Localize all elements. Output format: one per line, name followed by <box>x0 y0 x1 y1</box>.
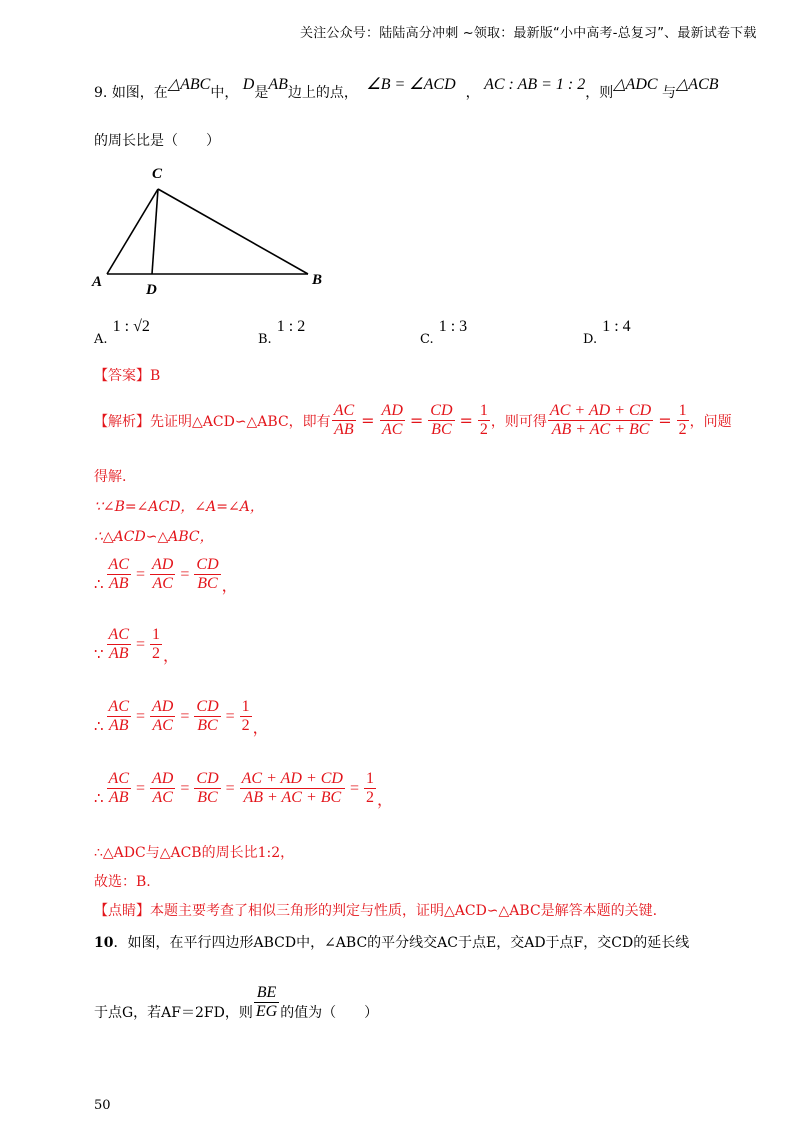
q9-stem-line2: 的周长比是（ ） <box>94 133 220 149</box>
fraction: $\frac{AD}{AC}$ <box>152 698 174 734</box>
comment-tag: 【点睛】 <box>94 903 150 919</box>
conclusion: ∴△ADC与△ACB的周长比1:2， <box>94 845 295 861</box>
triangle-figure <box>90 160 340 300</box>
q9-stem-line1: 9. 如图，在△ABC中， D是AB边上的点， ∠B = ∠ACD ， AC : AB = 1 : 2，则△ADC 与△ACB <box>94 76 719 101</box>
label-d: D <box>146 282 157 298</box>
option-a: $_{A.}$ 1 : √2 <box>94 318 150 347</box>
tri-abc: △ABC <box>167 76 211 93</box>
label-c: C <box>152 166 163 182</box>
answer-value: B <box>150 368 161 384</box>
label-a: A <box>92 274 103 290</box>
fraction: $\frac{AC + AD + CD}{AB + AC + BC}$ <box>549 402 652 438</box>
fraction-be-eg: $\frac{BE}{EG}$ <box>255 984 278 1020</box>
fraction: $\frac{AC}{AB}$ <box>333 402 355 438</box>
step-2: ∴△ACD∽△ABC， <box>94 529 214 545</box>
angle-condition: ∠B = ∠ACD <box>366 76 456 93</box>
fraction: $\frac{1}{2}$ <box>366 770 374 806</box>
edge-cd <box>152 189 158 274</box>
step-1: ∵∠B=∠ACD，∠A=∠A， <box>94 499 264 515</box>
fraction: $\frac{1}{2}$ <box>152 626 161 662</box>
page-number: 50 <box>94 1098 111 1113</box>
ratio-condition: AC : AB = 1 : 2 <box>484 76 586 93</box>
fraction: $\frac{1}{2}$ <box>678 402 687 438</box>
option-d: $_{D.}$ 1 : 4 <box>583 318 631 347</box>
analysis-line1: 【解析】 先证明△ACD∽△ABC，即有 $\frac{AC}{AB}$ = $\frac{AD}{AC}$ = $\frac{CD}{BC}$ = $\frac{1}{2}$ ，则可得 $\frac{AC + AD + CD}{AB + AC + BC}$ = $\frac{1}{2}$ ，问题 <box>94 402 732 438</box>
answer-line <box>94 365 160 387</box>
analysis-line2: 得解. <box>94 469 127 485</box>
answer-tag: 【答案】 <box>94 368 150 384</box>
step-4: ∵ $\frac{AC}{AB}$ = $\frac{1}{2}$ ， <box>94 626 180 665</box>
edge-ca <box>107 189 158 274</box>
comment-line: 【点睛】本题主要考查了相似三角形的判定与性质，证明△ACD∽△ABC是解答本题的关键. <box>94 903 658 919</box>
fraction: $\frac{AD}{AC}$ <box>381 402 403 438</box>
fraction: $\frac{CD}{BC}$ <box>430 402 453 438</box>
step-5: ∴ $\frac{AC}{AB}$ = $\frac{AD}{AC}$ = $\frac{CD}{BC}$ = $\frac{1}{2}$ ， <box>94 698 269 737</box>
fraction: $\frac{AC}{AB}$ <box>108 770 129 806</box>
fraction: $\frac{1}{2}$ <box>479 402 488 438</box>
label-b: B <box>312 272 323 288</box>
q10-line2: 于点G，若AF＝2FD，则 $\frac{BE}{EG}$ 的值为（ ） <box>94 984 379 1021</box>
step-6: ∴ $\frac{AC}{AB}$ = $\frac{AD}{AC}$ = $\frac{CD}{BC}$ = $\frac{AC + AD + CD}{AB + AC + BC}$ = $\frac{1}{2}$ ， <box>94 770 394 809</box>
fraction: $\frac{CD}{BC}$ <box>196 770 219 806</box>
q10-line1: 10．如图，在平行四边形ABCD中，∠ABC的平分线交AC于点E，交AD于点F，交CD的延长线 <box>94 935 690 951</box>
fraction: $\frac{AD}{AC}$ <box>152 556 174 592</box>
option-b: $_{B.}$ 1 : 2 <box>258 318 306 347</box>
fraction: $\frac{CD}{BC}$ <box>196 698 219 734</box>
fraction: $\frac{AC}{AB}$ <box>108 698 129 734</box>
edge-cb <box>158 189 308 274</box>
q9-number: 9. <box>94 85 108 101</box>
fraction: $\frac{1}{2}$ <box>241 698 250 734</box>
choice: 故选：B. <box>94 874 151 890</box>
fraction: $\frac{AC}{AB}$ <box>108 556 129 592</box>
option-c: $_{C.}$ 1 : 3 <box>420 318 468 347</box>
step-3: ∴ $\frac{AC}{AB}$ = $\frac{AD}{AC}$ = $\frac{CD}{BC}$ ， <box>94 556 238 595</box>
fraction: $\frac{AC + AD + CD}{AB + AC + BC}$ <box>241 770 343 806</box>
fraction: $\frac{AD}{AC}$ <box>152 770 174 806</box>
page-header: 关注公众号：陆陆高分冲刺 ~领取：最新版“小中高考-总复习”、最新试卷下载 <box>300 26 757 41</box>
fraction: $\frac{CD}{BC}$ <box>196 556 219 592</box>
q10-number: 10 <box>94 935 114 951</box>
fraction: $\frac{AC}{AB}$ <box>108 626 129 662</box>
